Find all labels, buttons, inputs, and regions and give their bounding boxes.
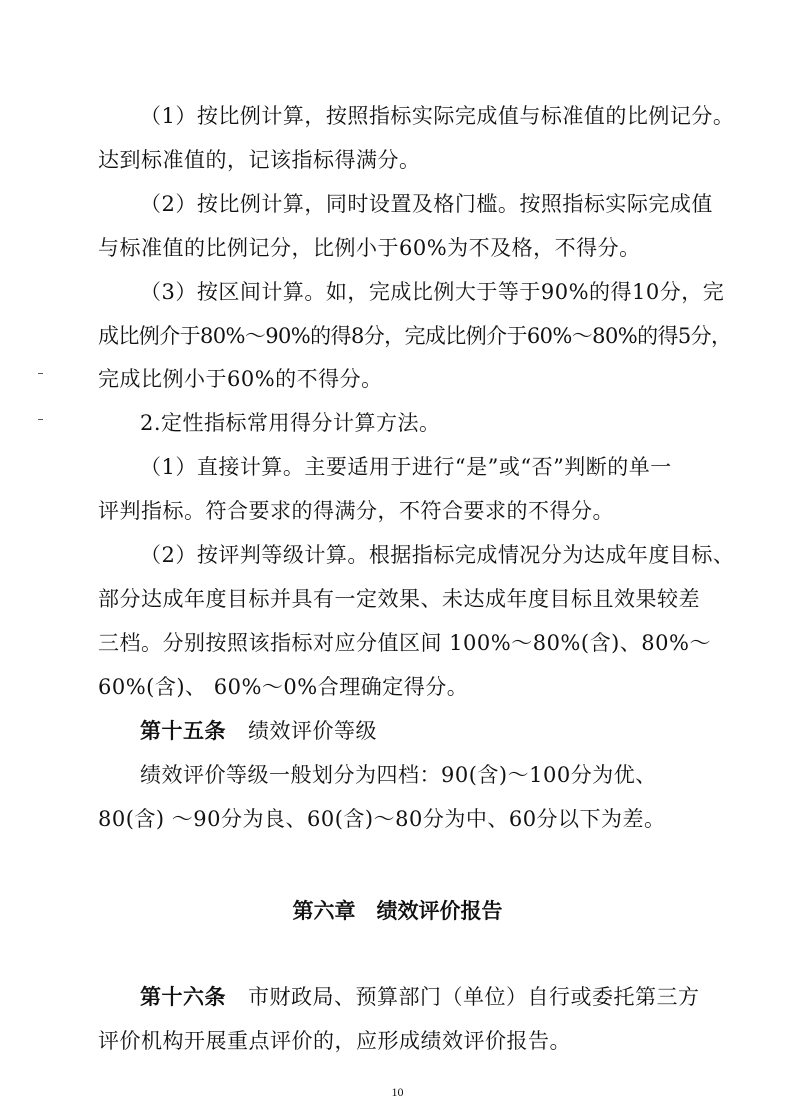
- article-15-heading: [140, 718, 377, 744]
- article-text: 市财政局、预算部门（单位）自行或委托第三方: [248, 985, 700, 1009]
- paragraph-line: （2）按比例计算，同时设置及格门槛。按照指标实际完成值: [140, 192, 713, 216]
- article-title: 绩效评价等级: [248, 719, 377, 743]
- paragraph-line: 与标准值的比例记分，比例小于60%为不及格，不得分。: [98, 236, 641, 260]
- article-16-line: [140, 984, 700, 1010]
- scan-mark: [38, 373, 43, 374]
- paragraph-line: （1）直接计算。主要适用于进行“是”或“否”判断的单一: [140, 455, 672, 479]
- article-label: 第十五条: [140, 718, 226, 743]
- paragraph-line: 2.定性指标常用得分计算方法。: [140, 411, 441, 435]
- paragraph-line: 完成比例小于60%的不得分。: [98, 367, 383, 391]
- paragraph-line: 达到标准值的，记该指标得满分。: [98, 148, 421, 172]
- paragraph-line: 三档。分别按照该指标对应分值区间 100%～80%(含)、80%～: [98, 631, 711, 655]
- paragraph-line: 绩效评价等级一般划分为四档：90(含)～100分为优、: [140, 763, 657, 787]
- scan-mark: [38, 419, 43, 420]
- article-label: 第十六条: [140, 984, 226, 1009]
- page-number: 10: [391, 1085, 404, 1099]
- chapter-heading: 第六章 绩效评价报告: [292, 898, 503, 923]
- paragraph-line: 80(含) ～90分为良、60(含)～80分为中、60分以下为差。: [98, 807, 666, 831]
- paragraph-line: 部分达成年度目标并具有一定效果、未达成年度目标且效果较差: [98, 587, 700, 611]
- paragraph-line: （3）按区间计算。如，完成比例大于等于90%的得10分，完: [140, 280, 725, 304]
- paragraph-line: 评价机构开展重点评价的，应形成绩效评价报告。: [98, 1029, 571, 1053]
- paragraph-line: 成比例介于80%～90%的得8分，完成比例介于60%～80%的得5分，: [98, 324, 732, 348]
- paragraph-line: （2）按评判等级计算。根据指标完成情况分为达成年度目标、: [140, 543, 735, 567]
- paragraph-line: 评判指标。符合要求的得满分，不符合要求的不得分。: [98, 499, 614, 523]
- paragraph-line: 60%(含)、 60%～0%合理确定得分。: [98, 675, 469, 699]
- paragraph-line: （1）按比例计算，按照指标实际完成值与标准值的比例记分。: [140, 104, 735, 128]
